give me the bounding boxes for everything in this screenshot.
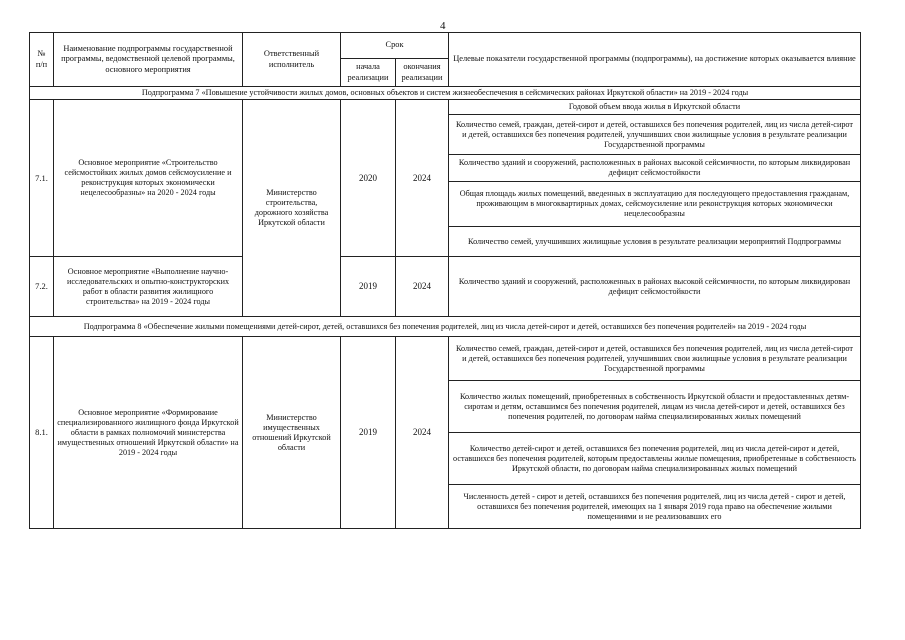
row-executor: Министерство строительства, дорожного хозяйства Иркутской области: [243, 100, 341, 317]
indicator-cell: Количество семей, улучшивших жилищные условия в результате реализации мероприятий Подпрограммы: [449, 227, 861, 257]
section-row: [30, 317, 861, 337]
indicator-cell: Количество зданий и сооружений, расположенных в районах высокой сейсмичности, по которым ликвидирован дефицит сейсмостойкости: [449, 257, 861, 317]
program-table: [29, 32, 861, 529]
row-name: Основное мероприятие «Строительство сейсмостойких жилых домов сейсмоусиление и реконструкция которых экономически нецелесообразны» на 2020 - 2024 годы: [54, 100, 243, 257]
row-start-year: 2019: [341, 337, 396, 529]
header-executor: Ответственный исполнитель: [243, 33, 341, 87]
page-number: 4: [440, 20, 446, 32]
row-start-year: 2020: [341, 100, 396, 257]
indicator-cell: Годовой объем ввода жилья в Иркутской области: [449, 100, 861, 115]
header-term: Срок: [341, 33, 449, 59]
header-name: Наименование подпрограммы государственной программы, ведомственной целевой программы, основного мероприятия: [54, 33, 243, 87]
header-end: окончания реализации: [396, 59, 449, 87]
row-number: 7.1.: [30, 100, 54, 257]
section-title: Подпрограмма 7 «Повышение устойчивости жилых домов, основных объектов и систем жизнеобеспечения в сейсмических районах Иркутской области» на 2019 - 2024 годы: [30, 87, 861, 100]
row-name: Основное мероприятие «Формирование специализированного жилищного фонда Иркутской области в рамках полномочий министерства имущественных отношений Иркутской области» на 2019 - 2024 годы: [54, 337, 243, 529]
row-executor: Министерство имущественных отношений Иркутской области: [243, 337, 341, 529]
indicator-cell: Общая площадь жилых помещений, введенных в эксплуатацию для последующего предоставления гражданам, проживающим в многоквартирных домах, сейсмоусиление или реконструкция которых экономически нецелесообразны: [449, 182, 861, 227]
indicator-cell: Количество семей, граждан, детей-сирот и детей, оставшихся без попечения родителей, лиц из числа детей-сирот и детей, оставшихся без попечения родителей, улучшивших свои жилищные условия в результате реализации Государственной программы: [449, 337, 861, 381]
header-start: начала реализации: [341, 59, 396, 87]
row-start-year: 2019: [341, 257, 396, 317]
indicator-cell: Численность детей - сирот и детей, оставшихся без попечения родителей, лиц из числа детей - сирот и детей, оставшихся без попечения родителей, имеющих на 1 января 2019 года право на обеспечение жилыми помещениями и не реализовавших его: [449, 485, 861, 529]
section-row: [30, 87, 861, 100]
table-row: [30, 100, 861, 115]
indicator-cell: Количество жилых помещений, приобретенных в собственность Иркутской области и предоставленных детям-сиротам и детям, оставшимся без попечения родителей, лицам из числа детей-сирот и детей, оставшихся без попечения родителей, по договорам найма специализированных жилых помещений: [449, 381, 861, 433]
indicator-cell: Количество зданий и сооружений, расположенных в районах высокой сейсмичности, по которым ликвидирован дефицит сейсмостойкости: [449, 155, 861, 182]
header-row-1: [30, 33, 861, 59]
section-title: Подпрограмма 8 «Обеспечение жилыми помещениями детей-сирот, детей, оставшихся без попечения родителей, лиц из числа детей-сирот и детей, оставшихся без попечения родителей» на 2019 - 2024 годы: [30, 317, 861, 337]
header-indicators: Целевые показатели государственной программы (подпрограммы), на достижение которых оказывается влияние: [449, 33, 861, 87]
indicator-cell: Количество детей-сирот и детей, оставшихся без попечения родителей, лиц из числа детей-сирот и детей, оставшихся без попечения родителей, которым предоставлены жилые помещения, приобретенные в собственность Иркутской области, по договорам найма специализированных жилых помещений: [449, 433, 861, 485]
row-end-year: 2024: [396, 257, 449, 317]
table-row: [30, 257, 861, 317]
row-number: 7.2.: [30, 257, 54, 317]
row-end-year: 2024: [396, 337, 449, 529]
header-num: № п/п: [30, 33, 54, 87]
row-name: Основное мероприятие «Выполнение научно-исследовательских и опытно-конструкторских работ в области развития жилищного строительства» на 2019 - 2024 годы: [54, 257, 243, 317]
row-number: 8.1.: [30, 337, 54, 529]
row-end-year: 2024: [396, 100, 449, 257]
table-row: [30, 337, 861, 381]
indicator-cell: Количество семей, граждан, детей-сирот и детей, оставшихся без попечения родителей, лиц из числа детей-сирот и детей, оставшихся без попечения родителей, улучшивших свои жилищные условия в результате реализации Государственной программы: [449, 115, 861, 155]
